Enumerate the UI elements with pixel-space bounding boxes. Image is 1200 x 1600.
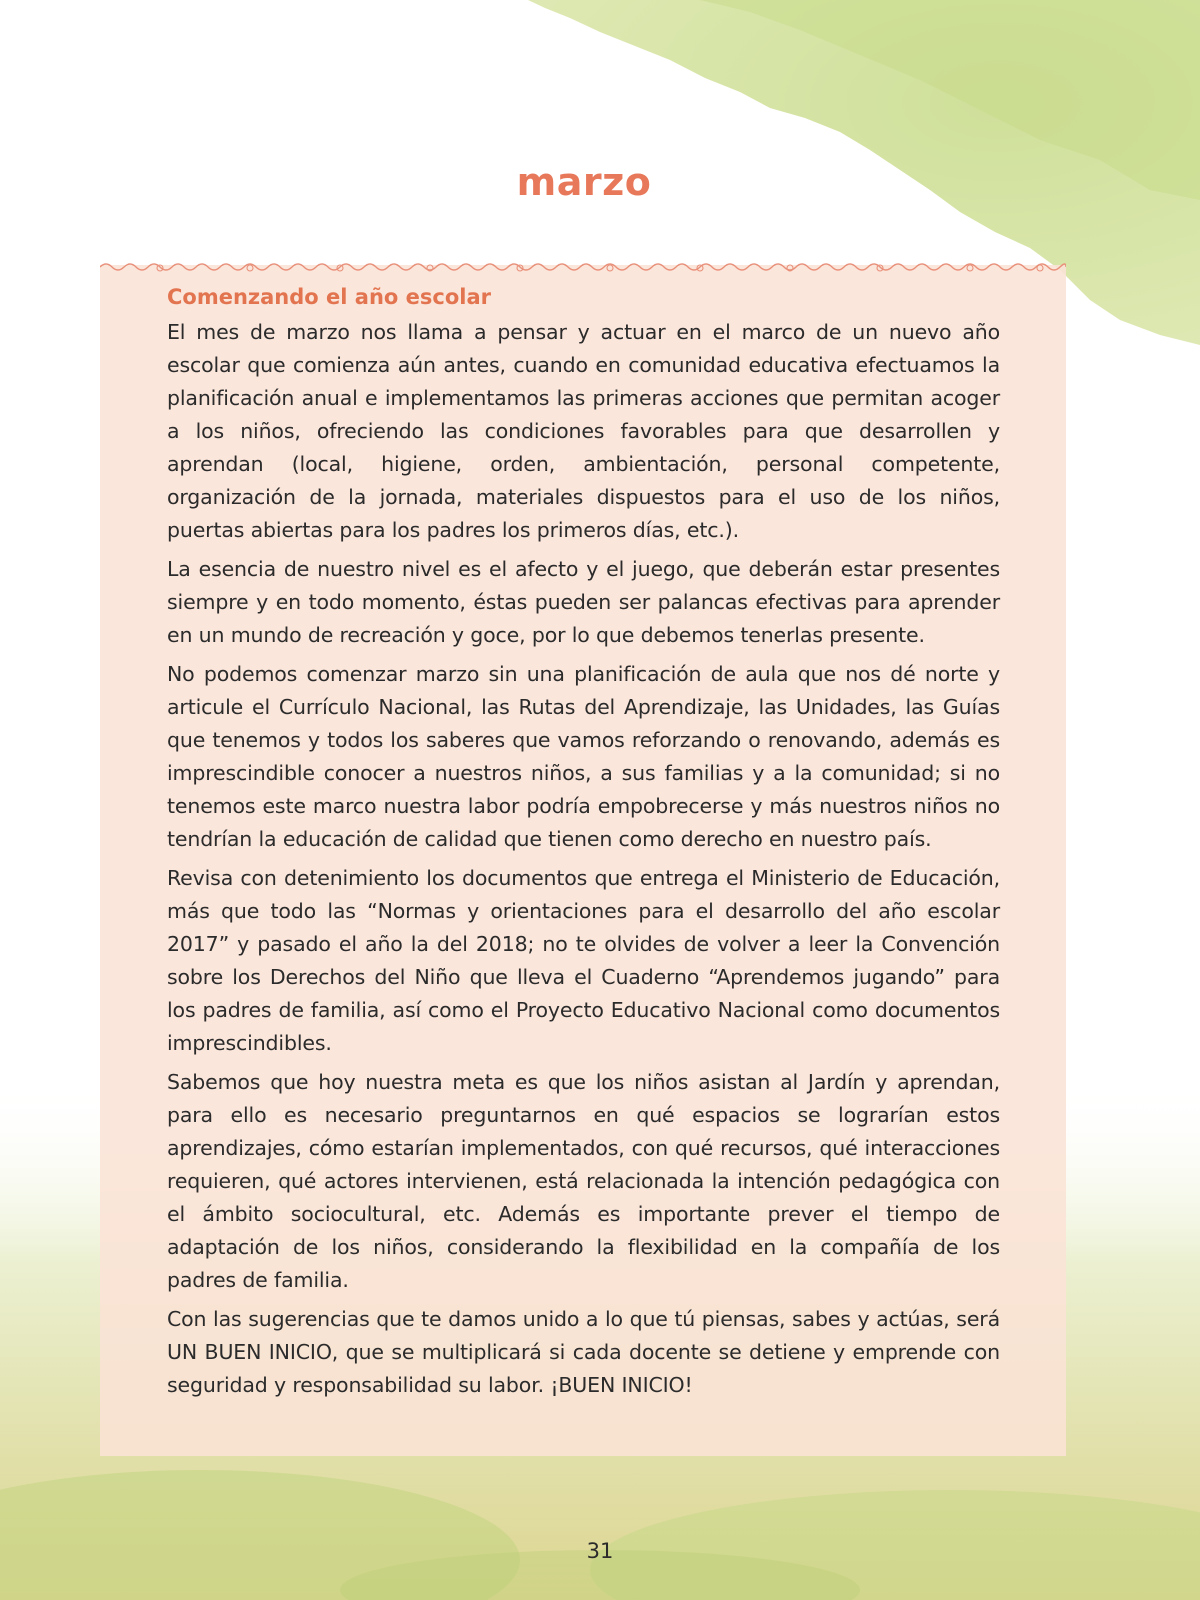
paragraph: Revisa con detenimiento los documentos que entrega el Ministerio de Educación, más que todo las “Normas y orientaciones para el desarrollo del año escolar 2017” y pasado el año la del 2018; no te olvides de volver a leer la Convención sobre los Derechos del Niño que lleva el Cuaderno “Aprendemos jugando” para los padres de familia, así como el Proyecto Educativo Nacional como documentos imprescindibles.: [167, 866, 1000, 1055]
paragraph: No podemos comenzar marzo sin una planificación de aula que nos dé norte y articule el Currículo Nacional, las Rutas del Aprendizaje, las Unidades, las Guías que tenemos y todos los saberes que vamos reforzando o renovando, además es imprescindible conocer a nuestros niños, a sus familias y a la comunidad; si no tenemos este marco nuestra labor podría empobrecerse y más nuestros niños no tendrían la educación de calidad que tienen como derecho en nuestro país.: [167, 662, 1000, 851]
page-number: 31: [586, 1539, 614, 1563]
paragraph: La esencia de nuestro nivel es el afecto y el juego, que deberán estar presentes siempre y en todo momento, éstas pueden ser palancas efectivas para aprender en un mundo de recreación y goce, por lo que debemos tenerlas presente.: [167, 557, 1000, 647]
decorative-swirl-border: [100, 258, 1066, 276]
section-heading: Comenzando el año escolar: [167, 285, 491, 309]
paragraph: Sabemos que hoy nuestra meta es que los niños asistan al Jardín y aprendan, para ello es necesario preguntarnos en qué espacios se lograrían estos aprendizajes, cómo estarían implementados, con qué recursos, qué interacciones requieren, qué actores intervienen, está relacionada la intención pedagógica con el ámbito sociocultural, etc. Además es importante prever el tiempo de adaptación de los niños, considerando la flexibilidad en la compañía de los padres de familia.: [167, 1070, 1000, 1292]
paragraph: El mes de marzo nos llama a pensar y actuar en el marco de un nuevo año escolar que comienza aún antes, cuando en comunidad educativa efectuamos la planificación anual e implementamos las primeras acciones que permitan acoger a los niños, ofreciendo las condiciones favorables para que desarrollen y aprendan (local, higiene, orden, ambientación, personal competente, organización de la jornada, materiales dispuestos para el uso de los niños, puertas abiertas para los padres los primeros días, etc.).: [167, 320, 1000, 542]
article-body: [167, 283, 1000, 1408]
paragraph: Con las sugerencias que te damos unido a lo que tú piensas, sabes y actúas, será UN BUEN INICIO, que se multiplicará si cada docente se detiene y emprende con seguridad y responsabilidad su labor. ¡BUEN INICIO!: [167, 1307, 1000, 1397]
page-title: marzo: [516, 160, 652, 204]
